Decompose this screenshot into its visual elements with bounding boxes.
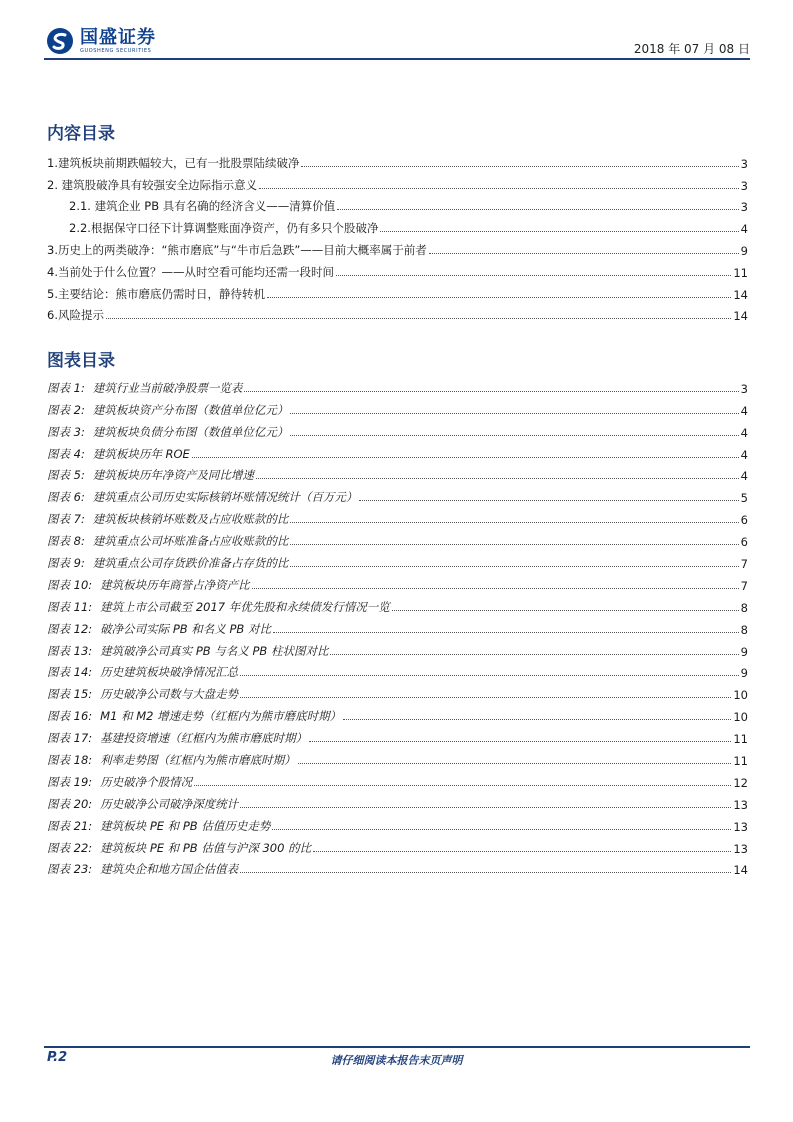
figure-entry-text: 建筑板块资产分布图（数值单位亿元） bbox=[92, 402, 289, 417]
figure-entry-label: 图表 2: bbox=[47, 402, 85, 417]
figure-entry-page: 8 bbox=[740, 622, 748, 637]
toc-entry[interactable] bbox=[47, 280, 748, 302]
figure-entry[interactable] bbox=[47, 549, 748, 571]
figure-entry-label: 图表 13: bbox=[47, 643, 93, 658]
toc-entry[interactable] bbox=[47, 258, 748, 280]
figure-entry-label: 图表 23: bbox=[47, 862, 93, 877]
figure-entry-label: 图表 20: bbox=[47, 796, 93, 811]
figure-entry-page: 13 bbox=[733, 797, 748, 812]
figure-entry-text: 破净公司实际 PB 和名义 PB 对比 bbox=[100, 621, 271, 636]
figure-entry-page: 4 bbox=[740, 469, 748, 484]
figure-entry-page: 14 bbox=[733, 863, 748, 878]
figure-entry[interactable] bbox=[47, 856, 748, 878]
toc-leader bbox=[337, 209, 738, 210]
figure-leader bbox=[194, 785, 731, 786]
brand-name: 国盛证券 bbox=[80, 26, 156, 48]
figure-entry-text: 历史破净个股情况 bbox=[100, 774, 193, 789]
figure-leader bbox=[290, 435, 738, 436]
toc-entry[interactable] bbox=[47, 236, 748, 258]
figure-entry-label: 图表 19: bbox=[47, 774, 93, 789]
figure-entry[interactable] bbox=[47, 659, 748, 681]
figure-entry-label: 图表 16: bbox=[47, 709, 93, 724]
figure-entry-label: 图表 9: bbox=[47, 556, 85, 571]
figure-entry-text: 建筑板块 PE 和 PB 估值与沪深 300 的比 bbox=[100, 840, 312, 855]
figure-entry-label: 图表 18: bbox=[47, 753, 93, 768]
toc-entry-page: 14 bbox=[733, 287, 748, 302]
figure-entry[interactable] bbox=[47, 812, 748, 834]
figure-entry-label: 图表 17: bbox=[47, 731, 93, 746]
figure-entry-page: 13 bbox=[733, 841, 748, 856]
toc-leader bbox=[301, 166, 738, 167]
figures-title: 图表目录 bbox=[47, 351, 115, 371]
figure-leader bbox=[290, 566, 738, 567]
toc-entry-page: 9 bbox=[740, 243, 748, 258]
figure-leader bbox=[240, 675, 739, 676]
toc-leader bbox=[259, 188, 739, 189]
figure-leader bbox=[343, 719, 731, 720]
figure-entry[interactable] bbox=[47, 834, 748, 856]
figure-entry-label: 图表 10: bbox=[47, 577, 93, 592]
toc-entry-text: 6.风险提示 bbox=[47, 308, 104, 323]
figure-leader bbox=[290, 413, 738, 414]
figure-entry-text: 建筑重点公司存货跌价准备占存货的比 bbox=[92, 556, 289, 571]
figure-entry[interactable] bbox=[47, 505, 748, 527]
figure-entry-page: 7 bbox=[740, 557, 748, 572]
figure-entry[interactable] bbox=[47, 527, 748, 549]
figure-entry-label: 图表 12: bbox=[47, 621, 93, 636]
brand-name-en: GUOSHENG SECURITIES bbox=[80, 47, 152, 54]
figure-entry[interactable] bbox=[47, 702, 748, 724]
figure-entry-text: 建筑央企和地方国企估值表 bbox=[100, 862, 239, 877]
figure-leader bbox=[240, 807, 731, 808]
figure-entry-text: 建筑板块 PE 和 PB 估值历史走势 bbox=[100, 818, 271, 833]
toc-list bbox=[47, 149, 748, 323]
toc-leader bbox=[106, 318, 731, 319]
figure-entry[interactable] bbox=[47, 374, 748, 396]
figure-entry[interactable] bbox=[47, 637, 748, 659]
figure-leader bbox=[240, 872, 731, 873]
guosheng-logo-icon bbox=[46, 27, 74, 55]
page-number: P.2 bbox=[47, 1050, 68, 1065]
page-header bbox=[0, 0, 793, 60]
figure-entry-page: 6 bbox=[740, 535, 748, 550]
figure-entry-page: 4 bbox=[740, 425, 748, 440]
toc-entry[interactable] bbox=[47, 193, 748, 215]
figure-entry[interactable] bbox=[47, 768, 748, 790]
figure-entry-text: 建筑行业当前破净股票一览表 bbox=[92, 380, 243, 395]
figure-entry-page: 3 bbox=[740, 381, 748, 396]
figure-leader bbox=[240, 697, 731, 698]
figure-entry-label: 图表 8: bbox=[47, 534, 85, 549]
figure-entry[interactable] bbox=[47, 418, 748, 440]
figure-entry-label: 图表 14: bbox=[47, 665, 93, 680]
brand-logo bbox=[46, 27, 156, 55]
figure-leader bbox=[273, 632, 739, 633]
figure-leader bbox=[192, 457, 739, 458]
figure-entry-page: 9 bbox=[740, 644, 748, 659]
figure-leader bbox=[298, 763, 732, 764]
toc-entry-page: 11 bbox=[733, 265, 748, 280]
figure-entry-text: 建筑板块历年 ROE bbox=[92, 446, 190, 461]
figure-leader bbox=[359, 500, 738, 501]
figure-entry[interactable] bbox=[47, 680, 748, 702]
figure-entry-label: 图表 3: bbox=[47, 424, 85, 439]
figure-entry-page: 10 bbox=[733, 688, 748, 703]
figure-entry-page: 12 bbox=[733, 775, 748, 790]
toc-leader bbox=[380, 231, 738, 232]
toc-entry-text: 1.建筑板块前期跌幅较大，已有一批股票陆续破净 bbox=[47, 155, 300, 170]
figure-entry-text: 历史破净公司数与大盘走势 bbox=[100, 687, 239, 702]
figure-entry-page: 13 bbox=[733, 819, 748, 834]
figure-entry-page: 9 bbox=[740, 666, 748, 681]
toc-entry-page: 3 bbox=[740, 156, 748, 171]
figure-entry[interactable] bbox=[47, 483, 748, 505]
figure-leader bbox=[256, 478, 739, 479]
figure-entry-text: 建筑重点公司坏账准备占应收账款的比 bbox=[92, 534, 289, 549]
toc-entry[interactable] bbox=[47, 214, 748, 236]
toc-leader bbox=[267, 297, 731, 298]
figure-entry-label: 图表 4: bbox=[47, 446, 85, 461]
figure-leader bbox=[244, 391, 738, 392]
figure-entry-label: 图表 6: bbox=[47, 490, 85, 505]
figure-leader bbox=[309, 741, 731, 742]
figure-entry-text: 历史建筑板块破净情况汇总 bbox=[100, 665, 239, 680]
toc-entry-text: 5.主要结论：熊市磨底仍需时日，静待转机 bbox=[47, 286, 265, 301]
figure-entry-text: 建筑板块负债分布图（数值单位亿元） bbox=[92, 424, 289, 439]
footer-divider bbox=[44, 1046, 750, 1048]
figure-entry-text: 利率走势图（红框内为熊市磨底时期） bbox=[100, 753, 296, 768]
figure-entry[interactable] bbox=[47, 571, 748, 593]
figure-entry-page: 6 bbox=[740, 513, 748, 528]
toc-entry-page: 3 bbox=[740, 178, 748, 193]
figure-entry[interactable] bbox=[47, 724, 748, 746]
figure-entry-label: 图表 11: bbox=[47, 599, 93, 614]
toc-entry-page: 3 bbox=[740, 200, 748, 215]
figure-entry-page: 5 bbox=[740, 491, 748, 506]
figure-entry-page: 11 bbox=[733, 732, 748, 747]
figure-entry-label: 图表 15: bbox=[47, 687, 93, 702]
figure-entry[interactable] bbox=[47, 396, 748, 418]
figure-entry-text: 建筑板块核销坏账数及占应收账款的比 bbox=[92, 512, 289, 527]
toc-leader bbox=[429, 253, 739, 254]
figure-entry-page: 8 bbox=[740, 600, 748, 615]
figure-leader bbox=[252, 588, 739, 589]
figure-entry-label: 图表 7: bbox=[47, 512, 85, 527]
toc-entry-text: 4.当前处于什么位置？——从时空看可能均还需一段时间 bbox=[47, 264, 334, 279]
toc-entry[interactable] bbox=[47, 302, 748, 324]
figure-entry-text: 建筑板块历年净资产及同比增速 bbox=[92, 468, 254, 483]
figure-entry[interactable] bbox=[47, 790, 748, 812]
figure-entry-label: 图表 22: bbox=[47, 840, 93, 855]
report-date: 2018 年 07 月 08 日 bbox=[633, 42, 750, 56]
figure-entry[interactable] bbox=[47, 615, 748, 637]
toc-leader bbox=[336, 275, 731, 276]
figure-entry-text: 建筑重点公司历史实际核销坏账情况统计（百万元） bbox=[92, 490, 358, 505]
figure-entry-text: 基建投资增速（红框内为熊市磨底时期） bbox=[100, 731, 308, 746]
figures-list bbox=[47, 374, 748, 877]
toc-entry[interactable] bbox=[47, 171, 748, 193]
toc-entry-text: 2.2.根据保守口径下计算调整账面净资产，仍有多只个股破净 bbox=[69, 221, 379, 236]
figure-leader bbox=[290, 522, 738, 523]
header-divider bbox=[44, 58, 750, 60]
toc-entry-text: 3.历史上的两类破净：“熊市磨底”与“牛市后急跌”——目前大概率属于前者 bbox=[47, 242, 427, 257]
figure-entry[interactable] bbox=[47, 462, 748, 484]
figure-entry[interactable] bbox=[47, 440, 748, 462]
figure-entry-text: 建筑上市公司截至 2017 年优先股和永续债发行情况一览 bbox=[100, 599, 390, 614]
figure-entry-page: 11 bbox=[733, 754, 748, 769]
figure-entry-page: 4 bbox=[740, 447, 748, 462]
toc-entry[interactable] bbox=[47, 149, 748, 171]
figure-entry-text: M1 和 M2 增速走势（红框内为熊市磨底时期） bbox=[100, 709, 342, 724]
figure-leader bbox=[272, 829, 731, 830]
toc-entry-text: 2. 建筑股破净具有较强安全边际指示意义 bbox=[47, 177, 258, 192]
figure-entry-text: 历史破净公司破净深度统计 bbox=[100, 796, 239, 811]
figure-entry-text: 建筑破净公司真实 PB 与名义 PB 柱状图对比 bbox=[100, 643, 329, 658]
toc-title: 内容目录 bbox=[47, 124, 115, 144]
figure-entry-page: 4 bbox=[740, 403, 748, 418]
figure-entry-text: 建筑板块历年商誉占净资产比 bbox=[100, 577, 250, 592]
footer-disclaimer: 请仔细阅读本报告末页声明 bbox=[330, 1054, 463, 1067]
figure-leader bbox=[313, 851, 731, 852]
toc-entry-page: 14 bbox=[733, 309, 748, 324]
figure-entry-page: 7 bbox=[740, 578, 748, 593]
figure-entry-label: 图表 5: bbox=[47, 468, 85, 483]
figure-entry[interactable] bbox=[47, 746, 748, 768]
toc-entry-page: 4 bbox=[740, 222, 748, 237]
figure-entry-label: 图表 1: bbox=[47, 380, 85, 395]
figure-leader bbox=[392, 610, 739, 611]
figure-entry[interactable] bbox=[47, 593, 748, 615]
figure-leader bbox=[330, 654, 738, 655]
toc-entry-text: 2.1. 建筑企业 PB 具有名确的经济含义——清算价值 bbox=[69, 199, 336, 214]
figure-leader bbox=[290, 544, 738, 545]
figure-entry-label: 图表 21: bbox=[47, 818, 93, 833]
figure-entry-page: 10 bbox=[733, 710, 748, 725]
